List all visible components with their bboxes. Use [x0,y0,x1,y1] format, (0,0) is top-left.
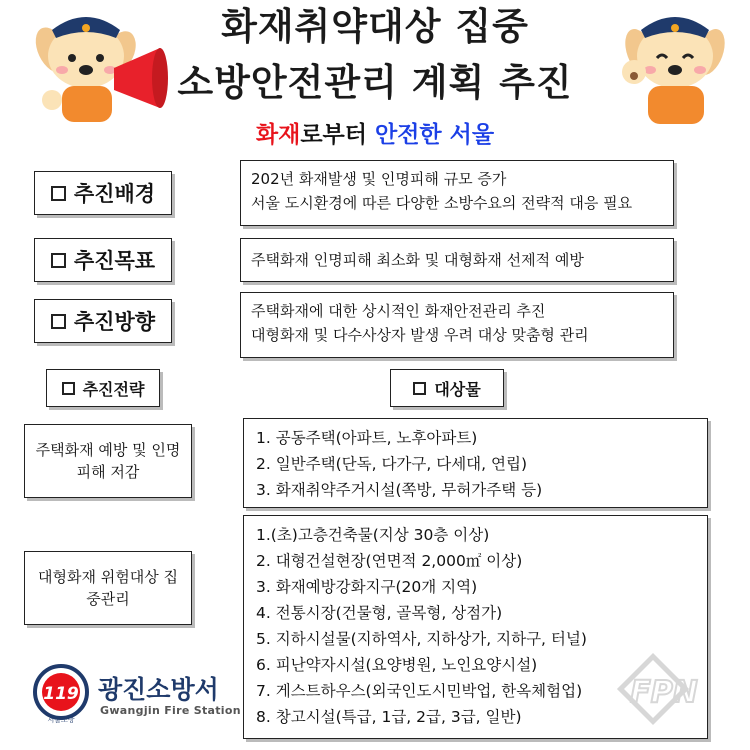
checkbox-square-icon [62,382,75,395]
content-line: 주택화재에 대한 상시적인 화재안전관리 추진 [251,302,546,320]
strategy-header [46,369,160,407]
content-line: 대형화재 및 다수사상자 발생 우려 대상 맞춤형 관리 [251,326,589,344]
station-name-ko: 광진소방서 [98,675,219,704]
checkbox-square-icon [51,314,66,329]
checkbox-square-icon [51,253,66,268]
list-item: 3. 화재예방강화지구(20개 지역) [256,578,478,596]
list-item: 4. 전통시장(건물형, 골목형, 상점가) [256,604,503,622]
strategy-item-housing [24,424,192,498]
fire-station-logo-icon [28,662,98,724]
list-item: 2. 대형건설현장(연면적 2,000㎡ 이상) [256,552,523,570]
logo-small-text: 서울소방 [47,716,75,724]
watermark-text: FPN [630,675,698,710]
list-item: 8. 창고시설(특급, 1급, 2급, 3급, 일반) [256,708,522,726]
section-label-goal [34,238,172,282]
strategy-text: 주택화재 예방 및 인명피해 저감 [35,441,181,481]
page-title-line2: 소방안전관리 계획 추진 [177,61,573,104]
slogan-part1: 화재 [255,122,301,148]
list-item: 1. 공동주택(아파트, 노후아파트) [256,429,478,447]
strategy-header-text: 추진전략 [82,379,145,399]
list-item: 7. 게스트하우스(외국인도시민박업, 한옥체험업) [256,682,583,700]
section-label-direction [34,299,172,343]
logo-number: 119 [43,684,79,704]
section-content-goal [240,238,674,282]
checkbox-square-icon [413,382,426,395]
page-title-line1: 화재취약대상 집중 [221,5,529,48]
section-content-background [240,160,674,226]
station-name-en: Gwangjin Fire Station [100,704,241,717]
content-line: 서울 도시환경에 따른 다양한 소방수요의 전략적 대응 필요 [251,194,633,212]
section-label-background [34,171,172,215]
fpn-watermark-icon [612,652,722,732]
checkbox-square-icon [51,186,66,201]
list-item: 6. 피난약자시설(요양병원, 노인요양시설) [256,656,538,674]
slogan-part2: 로부터 [300,122,375,148]
section-label-text: 추진배경 [73,182,156,206]
section-label-text: 추진목표 [73,249,156,273]
slogan-part3: 안전한 서울 [375,122,495,148]
strategy-text: 대형화재 위험대상 집중관리 [38,568,178,608]
strategy-item-large-fire [24,551,192,625]
content-line: 202년 화재발생 및 인명피해 규모 증가 [251,170,507,188]
section-content-direction [240,292,674,358]
target-header [390,369,504,407]
target-list-housing [243,418,708,508]
list-item: 2. 일반주택(단독, 다가구, 다세대, 연립) [256,455,527,473]
list-item: 3. 화재취약주거시설(쪽방, 무허가주택 등) [256,481,543,499]
list-item: 1.(초)고층건축물(지상 30층 이상) [256,526,490,544]
slogan [0,116,750,149]
section-label-text: 추진방향 [73,310,156,334]
target-header-text: 대상물 [434,379,481,399]
content-line: 주택화재 인명피해 최소화 및 대형화재 선제적 예방 [251,251,584,269]
list-item: 5. 지하시설물(지하역사, 지하상가, 지하구, 터널) [256,630,587,648]
